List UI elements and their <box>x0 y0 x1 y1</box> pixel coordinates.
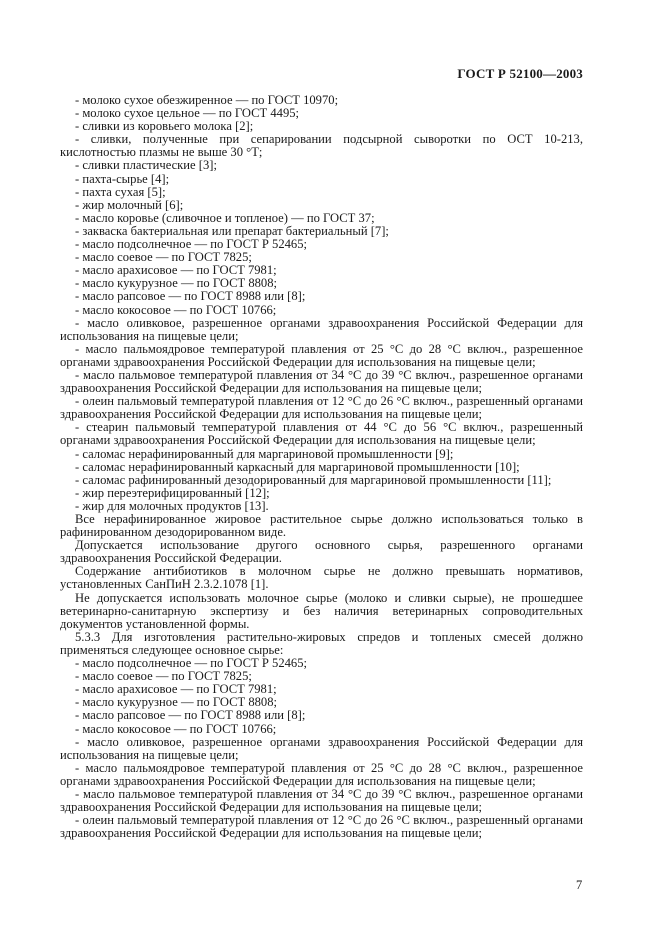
page-number: 7 <box>576 878 583 892</box>
list-item: - масло кукурузное — по ГОСТ 8808; <box>75 276 278 291</box>
list-item: - масло арахисовое — по ГОСТ 7981; <box>75 682 277 697</box>
body-paragraph: Допускается использование другого основного сырья, разрешенного органами здравоохранения Российской Федерации. <box>60 538 583 566</box>
list-item: - масло кокосовое — по ГОСТ 10766; <box>75 721 277 736</box>
document-header: ГОСТ Р 52100—2003 <box>457 66 583 81</box>
list-item: - масло оливковое, разрешенное органами здравоохранения Российской Федерации для использования на пищевые цели; <box>60 734 583 762</box>
list-item: - сливки, полученные при сепарировании подсырной сыворотки по ОСТ 10-213, кислотностью плазмы не выше 30 °Т; <box>60 132 583 160</box>
list-item: - масло арахисовое — по ГОСТ 7981; <box>75 263 277 278</box>
list-item: - олеин пальмовый температурой плавления от 12 °С до 26 °С включ., разрешенный органами здравоохранения Российской Федерации для использования на пищевые цели; <box>60 813 583 841</box>
list-item: - сливки пластические [3]; <box>75 158 217 173</box>
list-item: - масло кокосовое — по ГОСТ 10766; <box>75 302 277 317</box>
list-item: - масло рапсовое — по ГОСТ 8988 или [8]; <box>75 708 306 723</box>
list-item: - масло пальмовое температурой плавления от 34 °С до 39 °С включ., разрешенное органами здравоохранения Российской Федерации для использования на пищевые цели; <box>60 367 583 396</box>
list-item: - масло оливковое, разрешенное органами здравоохранения Российской Федерации для использования на пищевые цели; <box>60 315 583 343</box>
list-item: - олеин пальмовый температурой плавления от 12 °С до 26 °С включ., разрешенный органами здравоохранения Российской Федерации для использования на пищевые цели; <box>60 394 583 422</box>
list-item: - масло подсолнечное — по ГОСТ Р 52465; <box>75 237 308 252</box>
list-item: - масло рапсовое — по ГОСТ 8988 или [8]; <box>75 289 306 304</box>
list-item: - масло пальмовое температурой плавления от 34 °С до 39 °С включ., разрешенное органами здравоохранения Российской Федерации для использования на пищевые цели; <box>60 786 583 815</box>
list-item: - закваска бактериальная или препарат бактериальный [7]; <box>75 223 389 238</box>
list-item: - саломас рафинированный дезодорированный для маргариновой промышленности [11]; <box>75 472 552 487</box>
list-item: - молоко сухое цельное — по ГОСТ 4495; <box>75 106 300 121</box>
body-paragraph: Не допускается использовать молочное сырье (молоко и сливки сырые), не прошедшее ветеринарно-санитарную экспертизу и без наличия ветеринарных сопроводительных документов установленной формы. <box>60 590 583 631</box>
list-item: - масло соевое — по ГОСТ 7825; <box>75 669 252 684</box>
body-paragraph: Все нерафинированное жировое растительное сырье должно использоваться только в рафинированном дезодорированном виде. <box>60 512 583 540</box>
list-item: - молоко сухое обезжиренное — по ГОСТ 10970; <box>75 93 339 107</box>
list-item: - пахта сухая [5]; <box>75 184 166 199</box>
list-item: - пахта-сырье [4]; <box>75 171 170 186</box>
list-item: - масло пальмоядровое температурой плавления от 25 °С до 28 °С включ., разрешенное органами здравоохранения Российской Федерации для использования на пищевые цели; <box>60 760 583 788</box>
list-item: - масло коровье (сливочное и топленое) — по ГОСТ 37; <box>75 210 375 225</box>
list-item: - жир молочный [6]; <box>75 197 184 212</box>
list-item: - жир для молочных продуктов [13]. <box>75 498 269 513</box>
list-item: - саломас нерафинированный для маргариновой промышленности [9]; <box>75 446 454 461</box>
document-body <box>60 94 583 840</box>
list-item: - масло пальмоядровое температурой плавления от 25 °С до 28 °С включ., разрешенное органами здравоохранения Российской Федерации для использования на пищевые цели; <box>60 341 583 369</box>
list-item: - масло соевое — по ГОСТ 7825; <box>75 250 252 265</box>
body-paragraph: Содержание антибиотиков в молочном сырье не должно превышать нормативов, установленных СанПиН 2.3.2.1078 [1]. <box>60 564 583 592</box>
list-item: - саломас нерафинированный каркасный для маргариновой промышленности [10]; <box>75 459 520 474</box>
list-item: - стеарин пальмовый температурой плавления от 44 °С до 56 °С включ., разрешенный органами здравоохранения Российской Федерации для использования на пищевые цели; <box>60 420 583 448</box>
list-item: - масло кукурузное — по ГОСТ 8808; <box>75 695 278 710</box>
list-item: - масло подсолнечное — по ГОСТ Р 52465; <box>75 656 308 671</box>
list-item: - сливки из коровьего молока [2]; <box>75 119 254 134</box>
section-paragraph: 5.3.3 Для изготовления растительно-жировых спредов и топленых смесей должно применяться следующее основное сырье: <box>60 629 583 657</box>
list-item: - жир переэтерифицированный [12]; <box>75 485 270 500</box>
